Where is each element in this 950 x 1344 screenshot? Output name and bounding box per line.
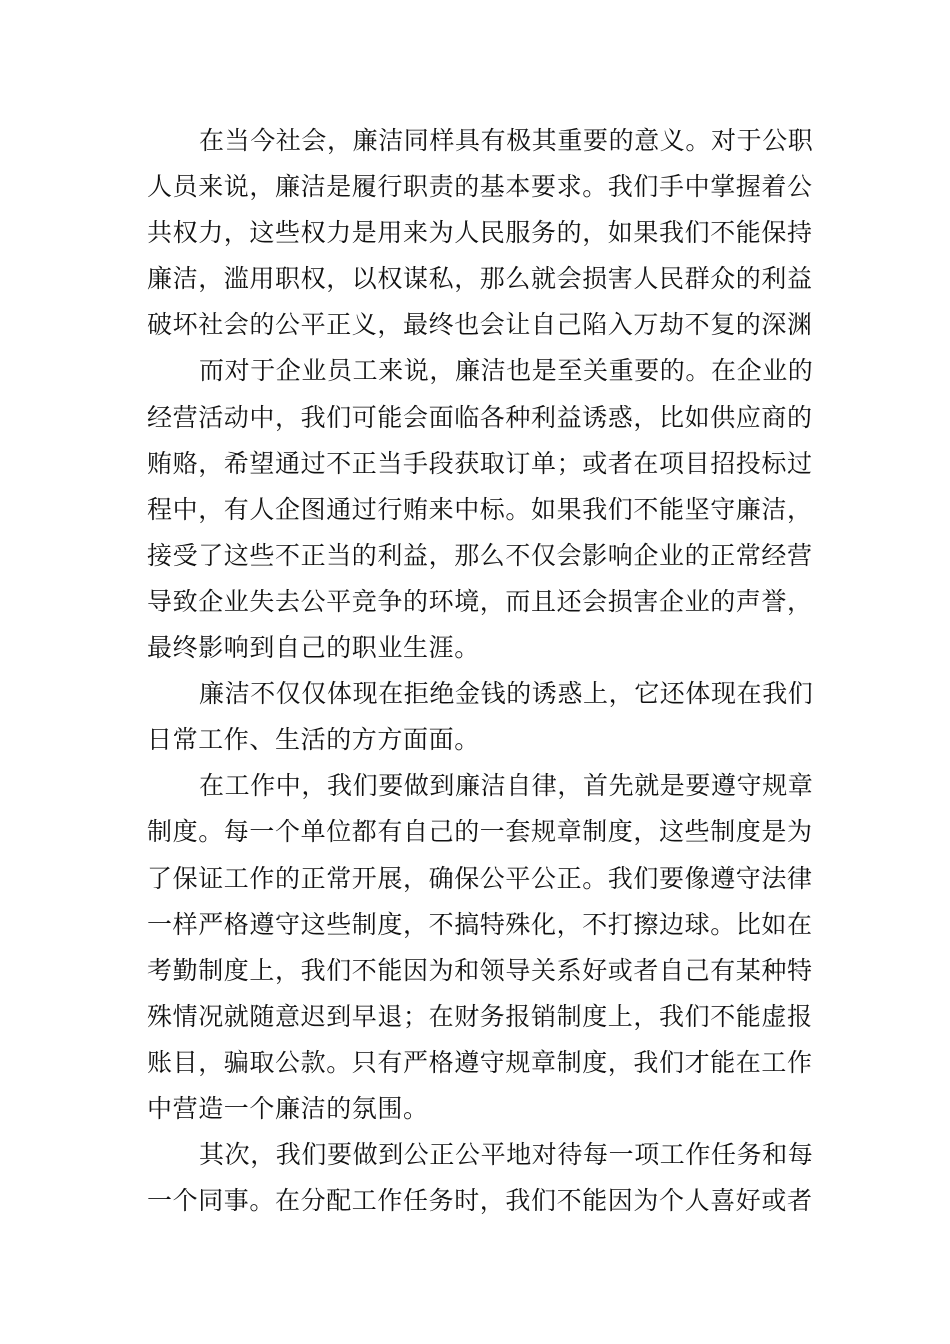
text-line: 其次，我们要做到公正公平地对待每一项工作任务和每: [199, 1140, 814, 1170]
text-line: 破坏社会的公平正义，最终也会让自己陷入万劫不复的深渊: [147, 310, 813, 340]
text-line: 一个同事。在分配工作任务时，我们不能因为个人喜好或者: [147, 1186, 813, 1216]
text-line: 导致企业失去公平竞争的环境，而且还会损害企业的声誉，: [147, 586, 813, 616]
text-line: 共权力，这些权力是用来为人民服务的，如果我们不能保持: [147, 218, 813, 248]
text-line: 一样严格遵守这些制度，不搞特殊化，不打擦边球。比如在: [147, 909, 813, 939]
text-line: 廉洁不仅仅体现在拒绝金钱的诱惑上，它还体现在我们: [199, 679, 814, 709]
text-line: 而对于企业员工来说，廉洁也是至关重要的。在企业的: [199, 356, 814, 386]
text-line: 在工作中，我们要做到廉洁自律，首先就是要遵守规章: [199, 771, 814, 801]
text-line: 账目，骗取公款。只有严格遵守规章制度，我们才能在工作: [147, 1047, 813, 1077]
text-line: 殊情况就随意迟到早退；在财务报销制度上，我们不能虚报: [147, 1001, 813, 1031]
text-line: 程中，有人企图通过行贿来中标。如果我们不能坚守廉洁，: [147, 494, 813, 524]
text-line: 在当今社会，廉洁同样具有极其重要的意义。对于公职: [199, 126, 814, 155]
text-line: 人员来说，廉洁是履行职责的基本要求。我们手中掌握着公: [147, 172, 813, 202]
text-line: 制度。每一个单位都有自己的一套规章制度，这些制度是为: [147, 817, 813, 847]
document-body: [147, 118, 814, 1224]
text-line: 经营活动中，我们可能会面临各种利益诱惑，比如供应商的: [147, 402, 813, 432]
text-line: 接受了这些不正当的利益，那么不仅会影响企业的正常经营: [147, 540, 813, 570]
text-line: 考勤制度上，我们不能因为和领导关系好或者自己有某种特: [147, 955, 813, 985]
text-line: 最终影响到自己的职业生涯。: [147, 633, 480, 663]
text-line: 了保证工作的正常开展，确保公平公正。我们要像遵守法律: [147, 863, 813, 893]
text-line: 廉洁，滥用职权，以权谋私，那么就会损害人民群众的利益: [147, 264, 813, 294]
text-line: 中营造一个廉洁的氛围。: [147, 1093, 429, 1123]
text-line: 日常工作、生活的方方面面。: [147, 725, 480, 755]
text-line: 贿赂，希望通过不正当手段获取订单；或者在项目招投标过: [147, 448, 813, 478]
